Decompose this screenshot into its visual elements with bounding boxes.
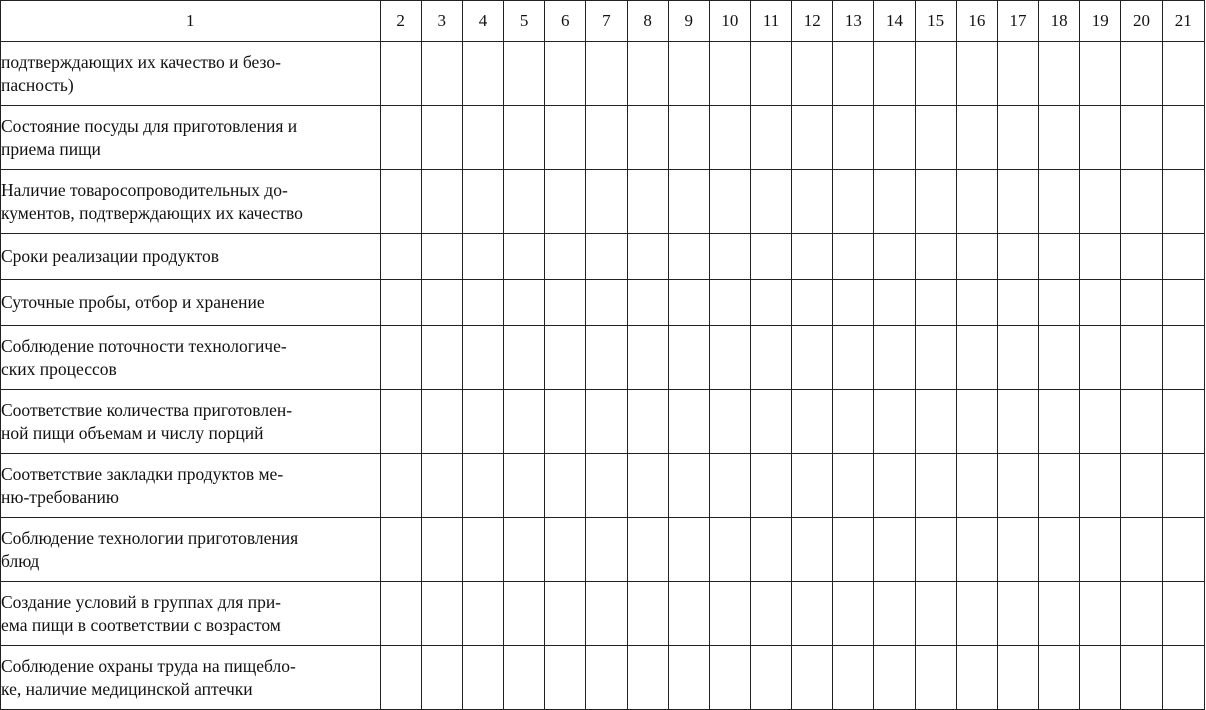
mark-cell[interactable] [1162,326,1204,390]
mark-cell[interactable] [792,518,833,582]
column-header-7: 7 [586,1,627,42]
row-label [1,234,381,280]
row-label-line: Соблюдение поточности технологиче- [1,335,287,356]
mark-cell[interactable] [1121,582,1162,646]
mark-cell[interactable] [462,42,503,106]
table-row [1,326,1205,390]
mark-cell[interactable] [874,646,915,710]
mark-cell[interactable] [421,582,462,646]
mark-cell[interactable] [750,106,791,170]
table-row [1,170,1205,234]
mark-cell[interactable] [792,326,833,390]
mark-cell[interactable] [462,582,503,646]
mark-cell[interactable] [627,280,668,326]
mark-cell[interactable] [545,326,586,390]
mark-cell[interactable] [792,234,833,280]
mark-cell[interactable] [504,518,545,582]
mark-cell[interactable] [586,42,627,106]
mark-cell[interactable] [545,454,586,518]
mark-cell[interactable] [1162,280,1204,326]
mark-cell[interactable] [462,106,503,170]
mark-cell[interactable] [709,42,750,106]
mark-cell[interactable] [421,646,462,710]
mark-cell[interactable] [545,390,586,454]
row-label-line: Состояние посуды для приготовления и [1,115,298,136]
mark-cell[interactable] [709,280,750,326]
mark-cell[interactable] [874,234,915,280]
column-header-15: 15 [915,1,956,42]
mark-cell[interactable] [709,518,750,582]
mark-cell[interactable] [545,170,586,234]
mark-cell[interactable] [545,518,586,582]
mark-cell[interactable] [1121,42,1162,106]
mark-cell[interactable] [586,646,627,710]
mark-cell[interactable] [627,326,668,390]
mark-cell[interactable] [586,454,627,518]
mark-cell[interactable] [462,518,503,582]
mark-cell[interactable] [421,326,462,390]
mark-cell[interactable] [750,518,791,582]
mark-cell[interactable] [792,42,833,106]
mark-cell[interactable] [668,234,709,280]
mark-cell[interactable] [709,170,750,234]
mark-cell[interactable] [915,454,956,518]
mark-cell[interactable] [833,280,874,326]
column-header-20: 20 [1121,1,1162,42]
column-header-10: 10 [709,1,750,42]
mark-cell[interactable] [668,582,709,646]
mark-cell[interactable] [874,280,915,326]
column-header-13: 13 [833,1,874,42]
mark-cell[interactable] [1039,390,1080,454]
mark-cell[interactable] [380,42,421,106]
mark-cell[interactable] [504,390,545,454]
mark-cell[interactable] [1162,390,1204,454]
column-header-5: 5 [504,1,545,42]
mark-cell[interactable] [668,42,709,106]
mark-cell[interactable] [997,42,1038,106]
row-label-line: ню-требованию [1,486,119,507]
mark-cell[interactable] [504,106,545,170]
mark-cell[interactable] [1080,42,1121,106]
mark-cell[interactable] [380,582,421,646]
mark-cell[interactable] [504,582,545,646]
mark-cell[interactable] [1162,170,1204,234]
mark-cell[interactable] [545,234,586,280]
mark-cell[interactable] [956,454,997,518]
mark-cell[interactable] [997,106,1038,170]
table-row [1,106,1205,170]
mark-cell[interactable] [709,454,750,518]
row-label-line: Соответствие закладки продуктов ме- [1,463,284,484]
mark-cell[interactable] [915,326,956,390]
mark-cell[interactable] [915,390,956,454]
table-row [1,280,1205,326]
mark-cell[interactable] [792,582,833,646]
mark-cell[interactable] [586,518,627,582]
mark-cell[interactable] [1039,326,1080,390]
mark-cell[interactable] [997,170,1038,234]
table-row [1,454,1205,518]
mark-cell[interactable] [833,454,874,518]
mark-cell[interactable] [956,170,997,234]
mark-cell[interactable] [1080,234,1121,280]
column-header-2: 2 [380,1,421,42]
mark-cell[interactable] [997,280,1038,326]
column-header-11: 11 [750,1,791,42]
mark-cell[interactable] [1121,234,1162,280]
mark-cell[interactable] [1162,518,1204,582]
row-label-line: ема пищи в соответствии с возрастом [1,614,281,635]
mark-cell[interactable] [1080,646,1121,710]
mark-cell[interactable] [1162,42,1204,106]
mark-cell[interactable] [874,518,915,582]
mark-cell[interactable] [462,170,503,234]
mark-cell[interactable] [956,518,997,582]
mark-cell[interactable] [545,106,586,170]
mark-cell[interactable] [792,454,833,518]
mark-cell[interactable] [421,454,462,518]
mark-cell[interactable] [504,454,545,518]
mark-cell[interactable] [668,326,709,390]
mark-cell[interactable] [504,646,545,710]
mark-cell[interactable] [915,518,956,582]
column-header-criterion: 1 [1,1,381,42]
mark-cell[interactable] [380,280,421,326]
row-label [1,582,381,646]
mark-cell[interactable] [997,582,1038,646]
mark-cell[interactable] [504,170,545,234]
mark-cell[interactable] [504,234,545,280]
mark-cell[interactable] [668,518,709,582]
mark-cell[interactable] [1121,390,1162,454]
mark-cell[interactable] [956,390,997,454]
mark-cell[interactable] [462,326,503,390]
mark-cell[interactable] [915,582,956,646]
mark-cell[interactable] [627,42,668,106]
mark-cell[interactable] [709,646,750,710]
mark-cell[interactable] [462,234,503,280]
column-header-4: 4 [462,1,503,42]
mark-cell[interactable] [586,582,627,646]
table-row [1,518,1205,582]
row-label-line: Соответствие количества приготовлен- [1,399,293,420]
mark-cell[interactable] [956,646,997,710]
header-row [1,1,1205,42]
row-label-line: ке, наличие медицинской аптечки [1,678,253,699]
table-row [1,582,1205,646]
mark-cell[interactable] [750,280,791,326]
mark-cell[interactable] [586,280,627,326]
mark-cell[interactable] [1080,170,1121,234]
mark-cell[interactable] [668,106,709,170]
mark-cell[interactable] [421,170,462,234]
mark-cell[interactable] [421,280,462,326]
mark-cell[interactable] [750,234,791,280]
mark-cell[interactable] [997,234,1038,280]
mark-cell[interactable] [750,170,791,234]
mark-cell[interactable] [833,170,874,234]
mark-cell[interactable] [1080,390,1121,454]
row-label-line: Соблюдение охраны труда на пищебло- [1,655,296,676]
row-label-line: блюд [1,550,40,571]
mark-cell[interactable] [956,106,997,170]
mark-cell[interactable] [668,646,709,710]
mark-cell[interactable] [915,42,956,106]
mark-cell[interactable] [627,518,668,582]
mark-cell[interactable] [586,170,627,234]
mark-cell[interactable] [874,582,915,646]
row-label [1,454,381,518]
column-header-3: 3 [421,1,462,42]
mark-cell[interactable] [421,518,462,582]
row-label-line: пасность) [1,74,74,95]
mark-cell[interactable] [997,390,1038,454]
row-label-line: Наличие товаросопроводительных до- [1,179,288,200]
mark-cell[interactable] [586,326,627,390]
mark-cell[interactable] [1039,518,1080,582]
mark-cell[interactable] [1080,106,1121,170]
mark-cell[interactable] [668,280,709,326]
row-label [1,280,381,326]
mark-cell[interactable] [380,106,421,170]
row-label-line: подтверждающих их качество и безо- [1,51,281,72]
mark-cell[interactable] [504,326,545,390]
column-header-6: 6 [545,1,586,42]
column-header-19: 19 [1080,1,1121,42]
row-label-line: Создание условий в группах для при- [1,591,282,612]
mark-cell[interactable] [833,42,874,106]
mark-cell[interactable] [1039,582,1080,646]
mark-cell[interactable] [380,234,421,280]
mark-cell[interactable] [586,234,627,280]
row-label [1,42,381,106]
mark-cell[interactable] [380,646,421,710]
mark-cell[interactable] [1039,234,1080,280]
column-header-14: 14 [874,1,915,42]
mark-cell[interactable] [545,42,586,106]
row-label [1,326,381,390]
column-header-16: 16 [956,1,997,42]
mark-cell[interactable] [627,234,668,280]
mark-cell[interactable] [627,582,668,646]
row-label [1,106,381,170]
row-label-line: кументов, подтверждающих их качество [1,202,303,223]
mark-cell[interactable] [833,106,874,170]
mark-cell[interactable] [833,326,874,390]
mark-cell[interactable] [874,454,915,518]
mark-cell[interactable] [792,170,833,234]
mark-cell[interactable] [915,234,956,280]
mark-cell[interactable] [1121,518,1162,582]
mark-cell[interactable] [462,646,503,710]
table-body [1,42,1205,710]
mark-cell[interactable] [421,390,462,454]
mark-cell[interactable] [1080,582,1121,646]
mark-cell[interactable] [1039,42,1080,106]
mark-cell[interactable] [1162,454,1204,518]
mark-cell[interactable] [627,390,668,454]
mark-cell[interactable] [874,326,915,390]
mark-cell[interactable] [421,42,462,106]
mark-cell[interactable] [668,390,709,454]
mark-cell[interactable] [1121,280,1162,326]
mark-cell[interactable] [1121,106,1162,170]
mark-cell[interactable] [997,646,1038,710]
mark-cell[interactable] [915,170,956,234]
mark-cell[interactable] [627,106,668,170]
mark-cell[interactable] [915,106,956,170]
mark-cell[interactable] [586,106,627,170]
mark-cell[interactable] [750,454,791,518]
mark-cell[interactable] [1162,646,1204,710]
table-row [1,42,1205,106]
mark-cell[interactable] [709,234,750,280]
mark-cell[interactable] [1039,646,1080,710]
row-label [1,170,381,234]
mark-cell[interactable] [1162,582,1204,646]
row-label [1,390,381,454]
mark-cell[interactable] [627,646,668,710]
mark-cell[interactable] [462,454,503,518]
mark-cell[interactable] [586,390,627,454]
mark-cell[interactable] [504,280,545,326]
mark-cell[interactable] [833,518,874,582]
mark-cell[interactable] [874,42,915,106]
mark-cell[interactable] [709,390,750,454]
mark-cell[interactable] [668,170,709,234]
table-row [1,234,1205,280]
mark-cell[interactable] [1039,280,1080,326]
mark-cell[interactable] [668,454,709,518]
mark-cell[interactable] [1080,280,1121,326]
mark-cell[interactable] [956,326,997,390]
mark-cell[interactable] [380,454,421,518]
mark-cell[interactable] [1121,170,1162,234]
mark-cell[interactable] [750,646,791,710]
mark-cell[interactable] [421,234,462,280]
mark-cell[interactable] [1121,326,1162,390]
mark-cell[interactable] [545,582,586,646]
mark-cell[interactable] [462,390,503,454]
mark-cell[interactable] [380,390,421,454]
mark-cell[interactable] [792,280,833,326]
mark-cell[interactable] [833,582,874,646]
mark-cell[interactable] [1080,326,1121,390]
mark-cell[interactable] [874,170,915,234]
mark-cell[interactable] [1039,170,1080,234]
row-label [1,518,381,582]
mark-cell[interactable] [833,234,874,280]
mark-cell[interactable] [956,42,997,106]
row-label-line: приема пищи [1,138,101,159]
mark-cell[interactable] [545,646,586,710]
mark-cell[interactable] [1162,234,1204,280]
mark-cell[interactable] [792,106,833,170]
mark-cell[interactable] [627,170,668,234]
mark-cell[interactable] [421,106,462,170]
mark-cell[interactable] [833,646,874,710]
row-label-line: Суточные пробы, отбор и хранение [1,292,265,312]
row-label-line: Соблюдение технологии приготовления [1,527,299,548]
mark-cell[interactable] [915,280,956,326]
mark-cell[interactable] [545,280,586,326]
mark-cell[interactable] [750,42,791,106]
row-label [1,646,381,710]
mark-cell[interactable] [956,234,997,280]
mark-cell[interactable] [997,326,1038,390]
mark-cell[interactable] [874,390,915,454]
column-header-17: 17 [997,1,1038,42]
mark-cell[interactable] [1039,454,1080,518]
row-label-line: ной пищи объемам и числу порций [1,422,264,443]
column-header-12: 12 [792,1,833,42]
mark-cell[interactable] [792,646,833,710]
mark-cell[interactable] [380,518,421,582]
mark-cell[interactable] [997,518,1038,582]
mark-cell[interactable] [915,646,956,710]
mark-cell[interactable] [627,454,668,518]
column-header-8: 8 [627,1,668,42]
mark-cell[interactable] [504,42,545,106]
mark-cell[interactable] [709,106,750,170]
table-row [1,646,1205,710]
column-header-9: 9 [668,1,709,42]
mark-cell[interactable] [462,280,503,326]
mark-cell[interactable] [1080,454,1121,518]
mark-cell[interactable] [709,582,750,646]
column-header-18: 18 [1039,1,1080,42]
mark-cell[interactable] [380,170,421,234]
mark-cell[interactable] [750,390,791,454]
row-label-line: Сроки реализации продуктов [1,246,220,266]
mark-cell[interactable] [380,326,421,390]
mark-cell[interactable] [997,454,1038,518]
mark-cell[interactable] [1162,106,1204,170]
mark-cell[interactable] [750,582,791,646]
mark-cell[interactable] [956,582,997,646]
mark-cell[interactable] [1121,646,1162,710]
mark-cell[interactable] [1080,518,1121,582]
mark-cell[interactable] [750,326,791,390]
row-label-line: ских процессов [1,358,117,379]
mark-cell[interactable] [874,106,915,170]
mark-cell[interactable] [1121,454,1162,518]
mark-cell[interactable] [709,326,750,390]
table-row [1,390,1205,454]
column-header-21: 21 [1162,1,1204,42]
mark-cell[interactable] [833,390,874,454]
mark-cell[interactable] [792,390,833,454]
mark-cell[interactable] [1039,106,1080,170]
mark-cell[interactable] [956,280,997,326]
